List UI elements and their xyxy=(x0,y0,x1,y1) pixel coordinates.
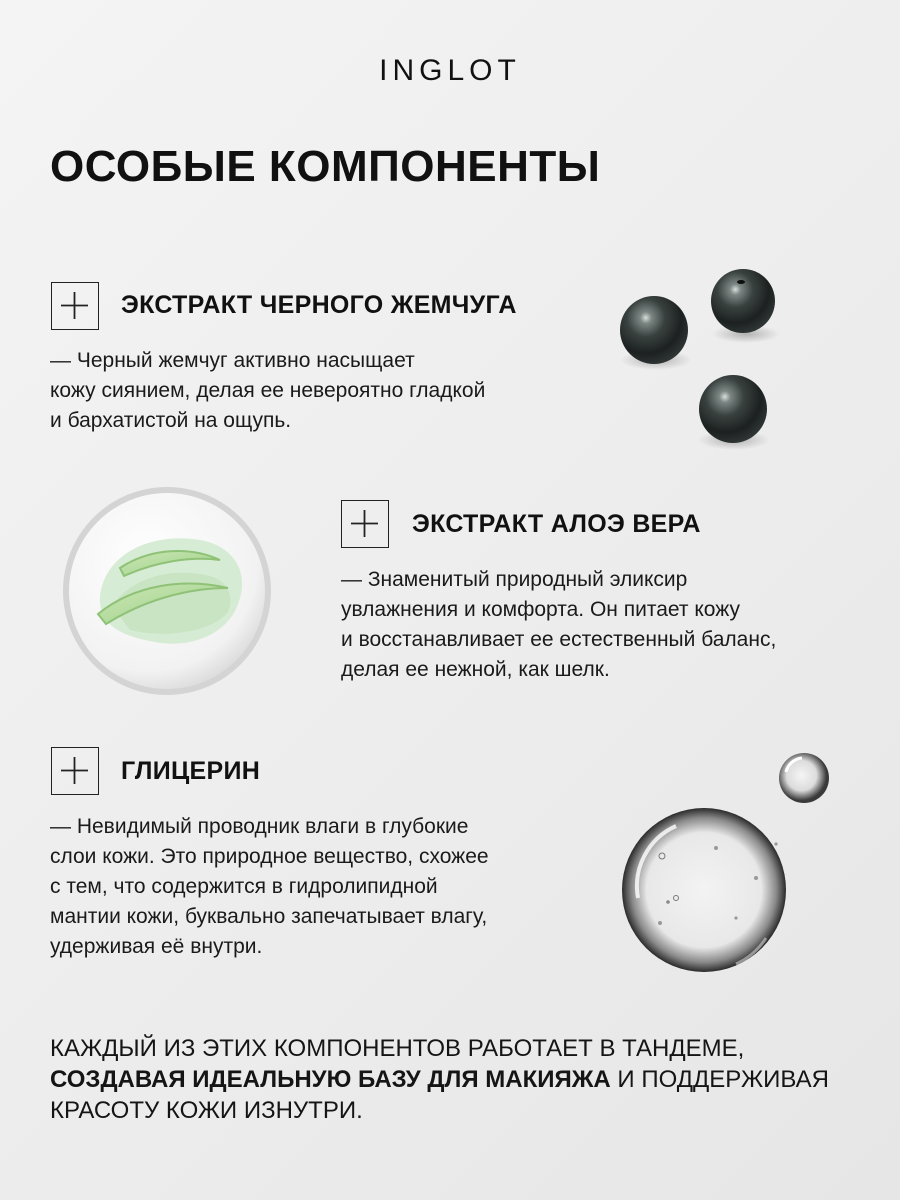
black-pearls-image xyxy=(606,262,786,462)
footer-line-2-rest: И ПОДДЕРЖИВАЯ xyxy=(610,1066,829,1093)
item-description-glycerin: — Невидимый проводник влаги в глубокие слои кожи. Это природное вещество, схожее с тем, что содержится в гидролипидной мантии кожи, буквально запечатывает влагу, удерживая её внутри. xyxy=(50,815,489,958)
footer-text xyxy=(50,1033,870,1126)
footer-line-1: КАЖДЫЙ ИЗ ЭТИХ КОМПОНЕНТОВ РАБОТАЕТ В ТАНДЕМЕ, xyxy=(50,1035,745,1062)
item-title-black-pearl: ЭКСТРАКТ ЧЕРНОГО ЖЕМЧУГА xyxy=(121,291,517,319)
brand-logo: INGLOT xyxy=(379,54,521,87)
footer-bold-text: СОЗДАВАЯ ИДЕАЛЬНУЮ БАЗУ ДЛЯ МАКИЯЖА xyxy=(50,1066,611,1093)
item-description-black-pearl: — Черный жемчуг активно насыщает кожу сиянием, делая ее невероятно гладкой и бархатистой на ощупь. xyxy=(50,349,486,432)
item-title-aloe-vera: ЭКСТРАКТ АЛОЭ ВЕРА xyxy=(412,510,701,538)
aloe-vera-image xyxy=(60,484,274,698)
item-title-glycerin: ГЛИЦЕРИН xyxy=(121,757,261,785)
plus-icon xyxy=(341,500,389,548)
item-description-aloe-vera: — Знаменитый природный эликсир увлажнения и комфорта. Он питает кожу и восстанавливает ее естественный баланс, делая ее нежной, как шелк. xyxy=(341,568,777,681)
plus-icon xyxy=(51,747,99,795)
page-title: ОСОБЫЕ КОМПОНЕНТЫ xyxy=(50,142,601,191)
footer-line-3: КРАСОТУ КОЖИ ИЗНУТРИ. xyxy=(50,1097,363,1124)
plus-icon xyxy=(51,282,99,330)
glycerin-drop-image xyxy=(616,748,836,988)
